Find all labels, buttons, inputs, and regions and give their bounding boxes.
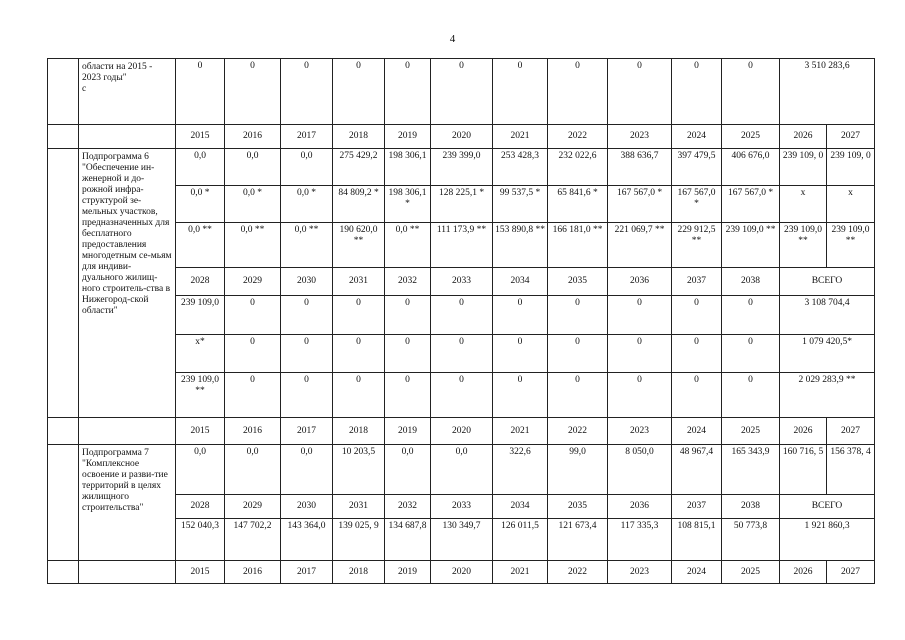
total-cell: 1 079 420,5* [780,335,875,373]
value-cell: 388 636,7 [608,149,672,186]
value-cell: 0 [281,296,333,335]
value-cell: 50 773,8 [722,519,780,561]
year-header-row [48,125,875,149]
year-cell: 2017 [281,418,333,445]
year-cell: 2016 [225,125,281,149]
value-cell: 143 364,0 [281,519,333,561]
value-cell: 0 [608,296,672,335]
value-cell: 108 815,1 [672,519,722,561]
value-cell: 0,0 [385,445,431,495]
value-cell: 239 109, 0 [780,149,827,186]
year-cell: 2032 [385,495,431,519]
value-cell: 275 429,2 [333,149,385,186]
year-cell: 2024 [672,561,722,584]
value-cell: 0 [385,335,431,373]
year-cell: 2015 [176,125,225,149]
year-cell: 2035 [548,268,608,296]
value-cell: 0 [608,373,672,418]
index-cell [48,149,79,418]
year-cell: 2026 [780,418,827,445]
year-cell: 2017 [281,561,333,584]
index-cell [48,418,79,445]
total-cell: 3 108 704,4 [780,296,875,335]
year-cell: 2027 [827,418,875,445]
index-cell [48,561,79,584]
year-cell: 2018 [333,125,385,149]
value-cell: 99 537,5 * [493,186,548,223]
year-cell: 2023 [608,418,672,445]
year-cell: 2026 [780,125,827,149]
value-cell: 128 225,1 * [431,186,493,223]
sub7-row-1 [48,445,875,495]
year-cell: 2022 [548,418,608,445]
value-cell: 0 [672,335,722,373]
year-cell: 2025 [722,418,780,445]
value-cell: 0 [225,59,281,125]
year-cell: 2021 [493,561,548,584]
value-cell: 0 [722,59,780,125]
year-cell: 2033 [431,268,493,296]
value-cell: 0 [225,296,281,335]
value-cell: 239 109,0 ** [780,223,827,268]
value-cell: 8 050,0 [608,445,672,495]
value-cell: 48 967,4 [672,445,722,495]
value-cell: 0 [333,335,385,373]
value-cell: 0 [431,59,493,125]
subprogram-7-name: Подпрограмма 7 "Комплексное освоение и разви-тие территорий в целях жилищного строительства" [79,445,176,561]
value-cell: 232 022,6 [548,149,608,186]
value-cell: 167 567,0 * [608,186,672,223]
budget-table [47,58,875,584]
value-cell: 0,0 [281,445,333,495]
value-cell: 0,0 ** [225,223,281,268]
value-cell: 0 [431,335,493,373]
value-cell: 0 [722,335,780,373]
value-cell: 153 890,8 ** [493,223,548,268]
year-cell: 2028 [176,495,225,519]
year-cell: 2022 [548,561,608,584]
value-cell: 0,0 ** [281,223,333,268]
value-cell: 0,0 [225,149,281,186]
total-cell: 1 921 860,3 [780,519,875,561]
value-cell: 239 109,0 [176,296,225,335]
total-label-cell: ВСЕГО [780,268,875,296]
year-cell: 2037 [672,495,722,519]
value-cell: 239 399,0 [431,149,493,186]
program-name-cell: области на 2015 - 2023 годы" с [79,59,176,125]
year-cell: 2020 [431,561,493,584]
year-cell: 2026 [780,561,827,584]
name-cell [79,561,176,584]
value-cell: 198 306,1 [385,149,431,186]
value-cell: 0 [176,59,225,125]
value-cell: 0 [333,296,385,335]
value-cell: 111 173,9 ** [431,223,493,268]
value-cell: 0 [333,373,385,418]
year-cell: 2029 [225,495,281,519]
value-cell: 253 428,3 [493,149,548,186]
value-cell: 397 479,5 [672,149,722,186]
value-cell: 121 673,4 [548,519,608,561]
value-cell: 0 [385,373,431,418]
year-cell: 2038 [722,268,780,296]
value-cell: 0 [548,335,608,373]
value-cell: 0 [722,296,780,335]
year-cell: 2030 [281,268,333,296]
year-cell: 2020 [431,418,493,445]
index-cell [48,445,79,561]
year-cell: 2025 [722,125,780,149]
value-cell: 0 [385,296,431,335]
year-cell: 2024 [672,125,722,149]
value-cell: 0 [431,373,493,418]
year-cell: 2036 [608,495,672,519]
value-cell: 0 [672,373,722,418]
value-cell: 156 378, 4 [827,445,875,495]
value-cell: 0,0 ** [385,223,431,268]
total-label-cell: ВСЕГО [780,495,875,519]
year-cell: 2017 [281,125,333,149]
year-cell: 2030 [281,495,333,519]
value-cell: 0,0 [176,149,225,186]
value-cell: 126 011,5 [493,519,548,561]
page-number: 4 [449,33,456,45]
year-cell: 2028 [176,268,225,296]
year-cell: 2031 [333,268,385,296]
value-cell: 0 [672,296,722,335]
value-cell: 0 [548,373,608,418]
year-cell: 2038 [722,495,780,519]
value-cell: 0 [333,59,385,125]
name-cell [79,125,176,149]
value-cell: 221 069,7 ** [608,223,672,268]
value-cell: 165 343,9 [722,445,780,495]
value-cell: 0 [493,373,548,418]
value-cell: 139 025, 9 [333,519,385,561]
value-cell: 134 687,8 [385,519,431,561]
value-cell: 0 [493,296,548,335]
value-cell: 0,0 [225,445,281,495]
year-cell: 2033 [431,495,493,519]
value-cell: 84 809,2 * [333,186,385,223]
value-cell: 0 [722,373,780,418]
value-cell: 0,0 ** [176,223,225,268]
year-cell: 2023 [608,561,672,584]
value-cell: 0 [431,296,493,335]
value-cell: 229 912,5 ** [672,223,722,268]
value-cell: 0 [385,59,431,125]
intro-row [48,59,875,125]
year-cell: 2018 [333,561,385,584]
year-cell: 2021 [493,125,548,149]
total-cell: 2 029 283,9 ** [780,373,875,418]
year-cell: 2027 [827,125,875,149]
value-cell: 130 349,7 [431,519,493,561]
value-cell: 0 [493,59,548,125]
year-cell: 2029 [225,268,281,296]
year-cell: 2031 [333,495,385,519]
year-cell: 2025 [722,561,780,584]
value-cell: 166 181,0 ** [548,223,608,268]
value-cell: x [827,186,875,223]
value-cell: 152 040,3 [176,519,225,561]
value-cell: 0 [281,335,333,373]
year-cell: 2027 [827,561,875,584]
value-cell: 0,0 [176,445,225,495]
year-cell: 2036 [608,268,672,296]
year-cell: 2016 [225,561,281,584]
year-cell: 2032 [385,268,431,296]
year-cell: 2018 [333,418,385,445]
year-cell: 2023 [608,125,672,149]
year-cell: 2019 [385,418,431,445]
value-cell: 0 [548,59,608,125]
year-cell: 2034 [493,268,548,296]
year-cell: 2034 [493,495,548,519]
index-cell [48,59,79,125]
year-cell: 2021 [493,418,548,445]
value-cell: 0 [281,373,333,418]
value-cell: 239 109, 0 [827,149,875,186]
value-cell: 0,0 * [225,186,281,223]
value-cell: 0 [608,335,672,373]
value-cell: 0,0 * [281,186,333,223]
value-cell: 10 203,5 [333,445,385,495]
year-cell: 2015 [176,418,225,445]
year-cell: 2020 [431,125,493,149]
sub6-row-1 [48,149,875,186]
value-cell: 406 676,0 [722,149,780,186]
year-cell: 2019 [385,125,431,149]
subprogram-6-name: Подпрограмма 6 "Обеспечение ин-женерной и до-рожной инфра-структурой зе-мельных участков, предназначенных для бесплатного предоставления многодетным се-мьям для индиви-дуального жилищ-ного строитель-ства в Нижегород-ской области" [79,149,176,418]
year-header-row [48,418,875,445]
value-cell: 99,0 [548,445,608,495]
value-cell: 239 109,0 ** [722,223,780,268]
value-cell: 0,0 * [176,186,225,223]
year-cell: 2016 [225,418,281,445]
value-cell: 167 567,0 * [722,186,780,223]
value-cell: 0 [225,335,281,373]
value-cell: 0 [608,59,672,125]
value-cell: 0,0 [431,445,493,495]
value-cell: 239 109,0 ** [827,223,875,268]
value-cell: 198 306,1 * [385,186,431,223]
year-cell: 2015 [176,561,225,584]
total-cell: 3 510 283,6 [780,59,875,125]
value-cell: 239 109,0 ** [176,373,225,418]
value-cell: 117 335,3 [608,519,672,561]
name-cell [79,418,176,445]
value-cell: 0 [672,59,722,125]
value-cell: 147 702,2 [225,519,281,561]
value-cell: x* [176,335,225,373]
value-cell: 65 841,6 * [548,186,608,223]
year-cell: 2022 [548,125,608,149]
value-cell: x [780,186,827,223]
year-header-row [48,561,875,584]
year-cell: 2019 [385,561,431,584]
year-cell: 2037 [672,268,722,296]
value-cell: 322,6 [493,445,548,495]
value-cell: 0 [281,59,333,125]
year-cell: 2035 [548,495,608,519]
value-cell: 190 620,0 ** [333,223,385,268]
value-cell: 160 716, 5 [780,445,827,495]
value-cell: 0 [493,335,548,373]
value-cell: 0 [548,296,608,335]
index-cell [48,125,79,149]
value-cell: 0 [225,373,281,418]
year-cell: 2024 [672,418,722,445]
value-cell: 167 567,0 * [672,186,722,223]
value-cell: 0,0 [281,149,333,186]
